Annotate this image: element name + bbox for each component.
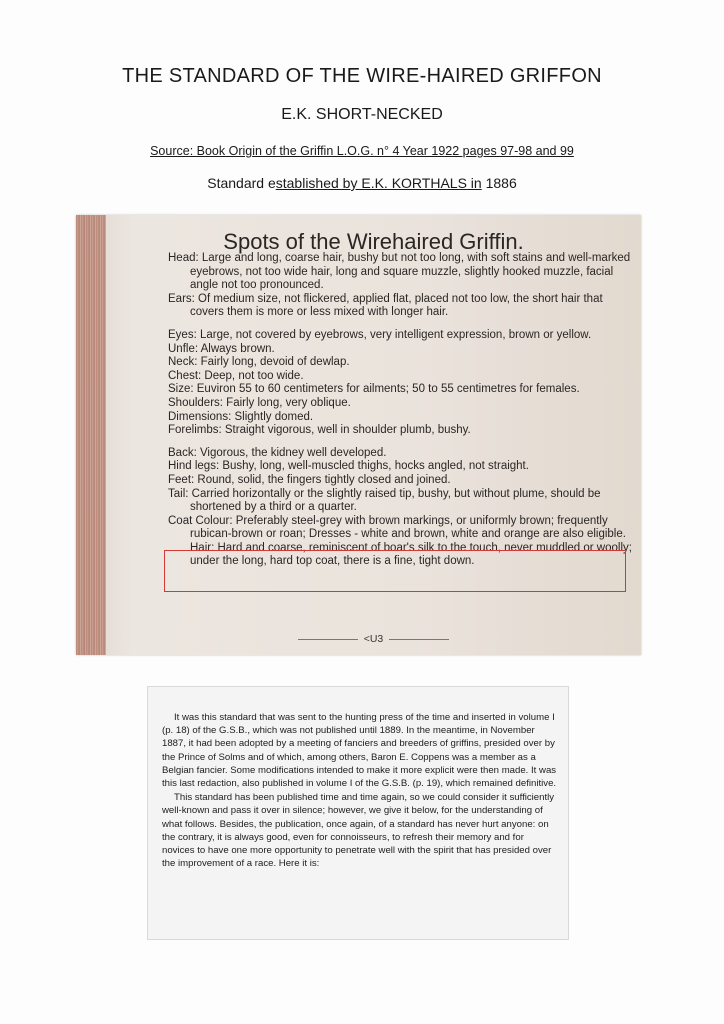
book-page-scan bbox=[76, 215, 641, 655]
commentary-text bbox=[162, 711, 558, 871]
source-line bbox=[0, 144, 724, 158]
page-marker bbox=[106, 633, 641, 645]
coat-colour-highlight-box bbox=[164, 550, 626, 592]
book-spine bbox=[76, 215, 106, 655]
commentary-note bbox=[147, 686, 569, 940]
entry-dimensions: Dimensions: Slightly domed. bbox=[168, 410, 314, 423]
entry-coat-colour: Coat Colour: Preferably steel-grey with brown markings, or uniformly brown; frequently rubican-brown or roan; Dresses - white and brown, white and orange are also eligible. Hair: Hard and coarse, reminiscent of boar's silk to the touch, never muddled or woolly; under the long, hard top coat, there is a fine, tight down. bbox=[168, 514, 632, 568]
commentary-paragraph: This standard has been published time and time again, so we could consider it sufficiently well-known and pass it over in silence; however, we give it below, for the understanding of what follows. Besides, the publication, once again, of a standard has never hurt anyone: on the contrary, it is always good, even for connoisseurs, to refresh their memory and for novices to have one more opportunity to penetrate well with the spirit that has presided over the improvement of a race. Here it is: bbox=[162, 792, 555, 870]
established-year: 1886 bbox=[481, 175, 517, 191]
entry-unfle: Unfle: Always brown. bbox=[168, 342, 275, 355]
entry-forelimbs: Forelimbs: Straight vigorous, well in shoulder plumb, bushy. bbox=[168, 424, 471, 437]
document-title: THE STANDARD OF THE WIRE-HAIRED GRIFFON bbox=[122, 65, 602, 87]
entry-back: Back: Vigorous, the kidney well developed. bbox=[168, 446, 387, 459]
entry-shoulders: Shoulders: Fairly long, very oblique. bbox=[168, 396, 351, 409]
book-page-title: Spots of the Wirehaired Griffin. bbox=[223, 229, 524, 254]
entry-size: Size: Euviron 55 to 60 centimeters for ailments; 50 to 55 centimetres for females. bbox=[168, 383, 580, 396]
entry-hind-legs: Hind legs: Bushy, long, well-muscled thighs, hocks angled, not straight. bbox=[168, 460, 529, 473]
entry-head: Head: Large and long, coarse hair, bushy but not too long, with soft stains and well-marked eyebrows, not too wide hair, long and square muzzle, slightly hooked muzzle, facial angle not too pronounced. bbox=[168, 252, 631, 292]
document-subtitle: E.K. SHORT-NECKED bbox=[281, 106, 443, 123]
entry-feet: Feet: Round, solid, the fingers tightly closed and joined. bbox=[168, 473, 451, 486]
entry-ears: Ears: Of medium size, not flickered, applied flat, placed not too low, the short hair that covers them is more or less mixed with longer hair. bbox=[168, 292, 603, 319]
established-prefix: Standard e bbox=[207, 175, 276, 191]
page-marker-text: <U3 bbox=[363, 633, 384, 645]
entry-neck: Neck: Fairly long, devoid of dewlap. bbox=[168, 356, 350, 369]
established-underlined: stablished by E.K. KORTHALS in bbox=[275, 175, 482, 191]
source-text: Source: Book Origin of the Griffin L.O.G. n° 4 Year 1922 pages 97-98 and 99 bbox=[150, 144, 574, 158]
standard-entries bbox=[168, 252, 633, 569]
entry-eyes: Eyes: Large, not covered by eyebrows, very intelligent expression, brown or yellow. bbox=[168, 328, 592, 341]
entry-chest: Chest: Deep, not too wide. bbox=[168, 369, 304, 382]
established-line bbox=[0, 175, 724, 191]
commentary-paragraph: It was this standard that was sent to the hunting press of the time and inserted in volume I (p. 18) of the G.S.B., which was not published until 1889. In the meantime, in November 1887, it had been adopted by a meeting of fanciers and breeders of griffins, presided over by the Prince of Solms and of which, among others, Baron E. Coppens was a member as a Belgian fancier. Some modifications intended to make it more explicit were then made. It was this last redaction, also published in volume I of the G.S.B. (p. 19), which remained definitive. bbox=[162, 712, 557, 790]
entry-tail: Tail: Carried horizontally or the slightly raised tip, bushy, but without plume, should be shortened by a third or a quarter. bbox=[168, 487, 601, 514]
